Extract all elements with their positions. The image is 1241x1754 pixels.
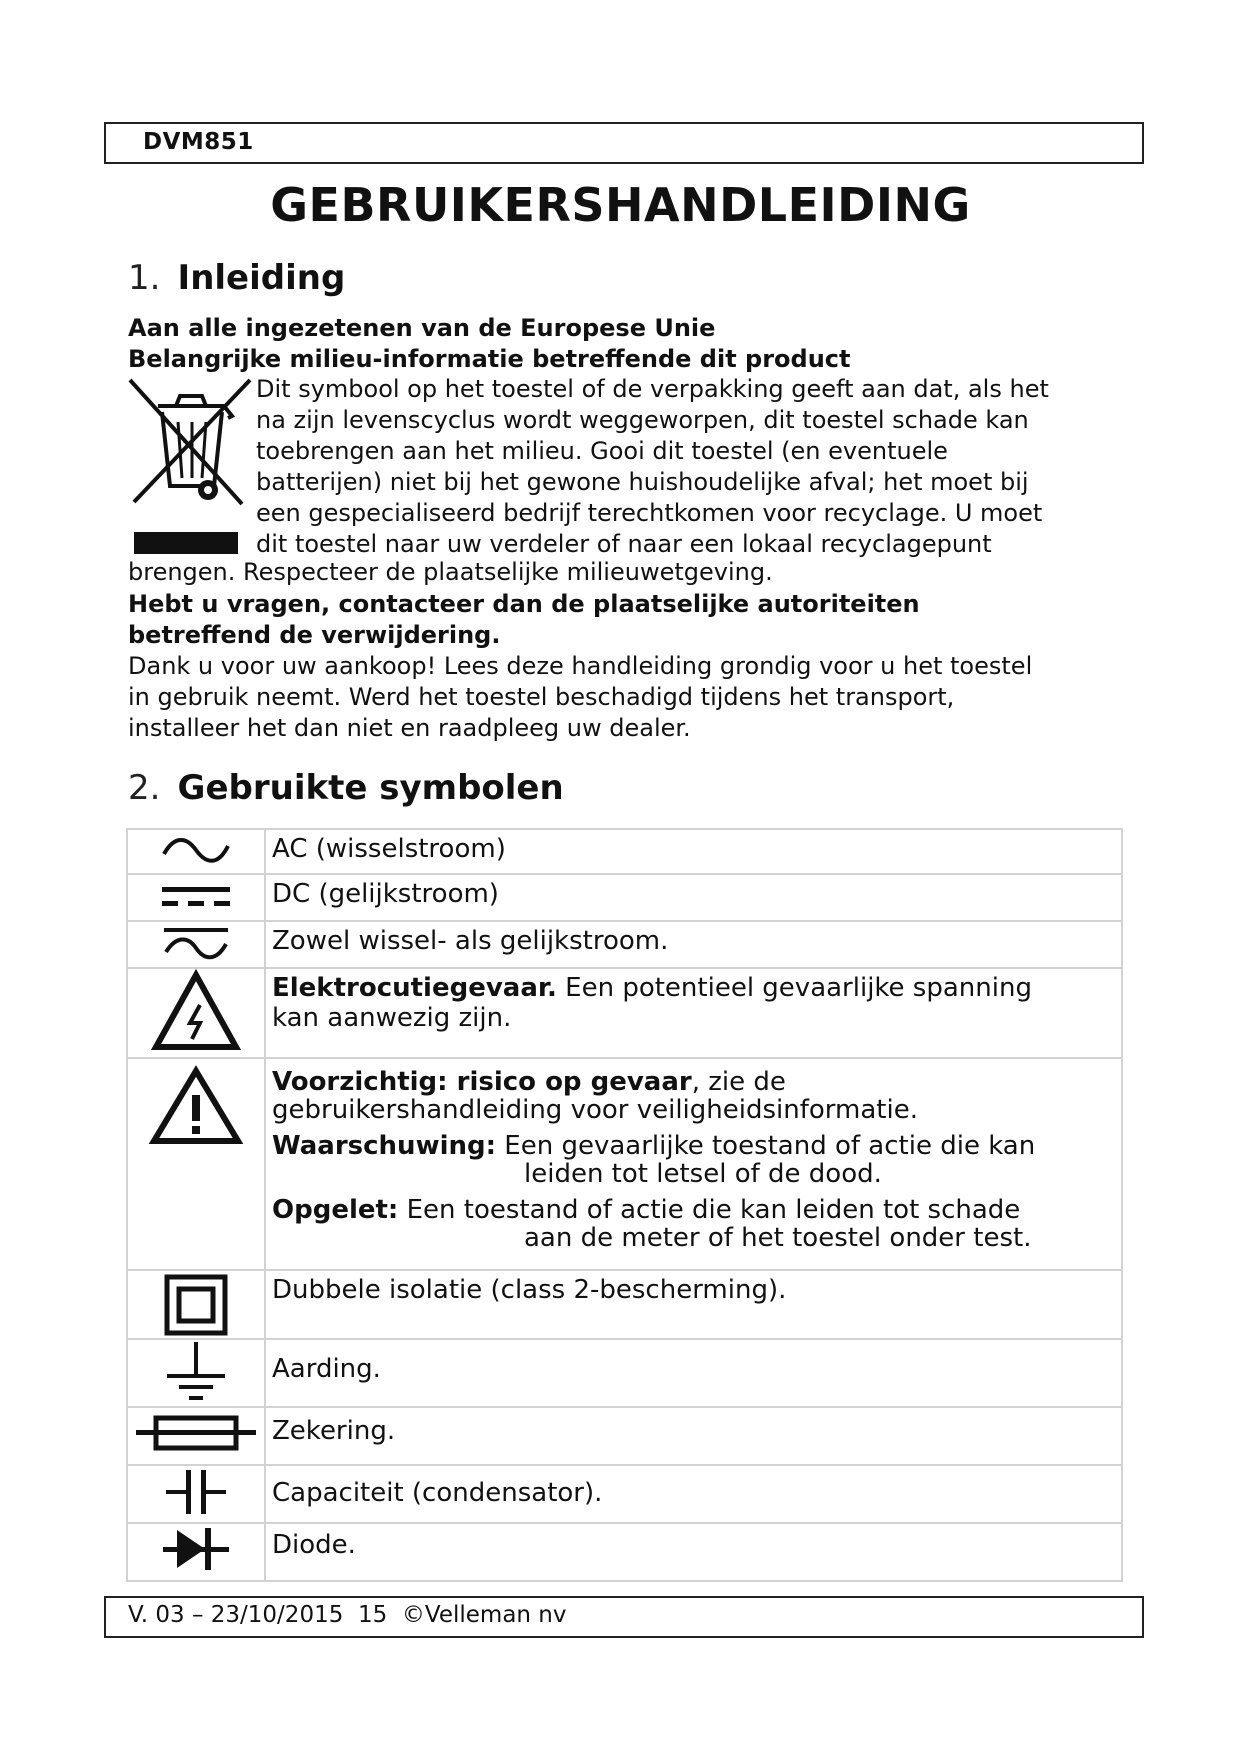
section-1-number: 1. [128, 258, 161, 298]
weee-bin-icon [128, 378, 252, 558]
header-box [104, 122, 1144, 164]
table-row [127, 874, 1122, 921]
table-row [127, 1523, 1122, 1581]
weee-line: toebrengen aan het milieu. Gooi dit toestel (en eventuele [256, 437, 948, 465]
weee-line: dit toestel naar uw verdeler of naar een lokaal recyclagepunt [256, 530, 992, 558]
electrocution-text [265, 968, 1122, 1058]
caution-warning-icon [148, 1065, 244, 1149]
capacitor-label: Capaciteit (condensator). [265, 1465, 1122, 1523]
caution-desc-2: gebruikershandleiding voor veiligheidsinformatie. [272, 1095, 918, 1125]
footer-page-number: 15 [357, 1602, 388, 1628]
section-2-title: Gebruikte symbolen [177, 768, 564, 808]
fuse-label: Zekering. [265, 1407, 1122, 1465]
icon-cell [127, 921, 265, 968]
table-row [127, 829, 1122, 874]
attention-desc: Een toestand of actie die kan leiden tot schade [398, 1195, 1021, 1225]
icon-cell [127, 1465, 265, 1523]
ac-label: AC (wisselstroom) [265, 829, 1122, 874]
footer [128, 1602, 567, 1628]
warning-desc-2: leiden tot letsel of de dood. [524, 1159, 882, 1189]
icon-cell [127, 1058, 265, 1270]
table-row [127, 921, 1122, 968]
environment-heading: Belangrijke milieu-informatie betreffende dit product [128, 345, 851, 373]
electrocution-bold: Elektrocutiegevaar. [272, 973, 557, 1003]
weee-line: na zijn levenscyclus wordt weggeworpen, dit toestel schade kan [256, 406, 1029, 434]
thanks-line: installeer het dan niet en raadpleeg uw dealer. [128, 714, 691, 742]
caution-desc: , zie de [691, 1067, 786, 1097]
double-insulation-icon [164, 1274, 228, 1336]
capacitor-icon [164, 1466, 228, 1518]
icon-cell [127, 1339, 265, 1407]
weee-line: batterijen) niet bij het gewone huishoudelijke afval; het moet bij [256, 468, 1029, 496]
table-row [127, 1407, 1122, 1465]
electrocution-desc: Een potentieel gevaarlijke spanning [556, 973, 1032, 1003]
questions-line: betreffend de verwijdering. [128, 621, 501, 649]
ac-dc-icon [156, 922, 236, 964]
icon-cell [127, 874, 265, 921]
footer-copyright: ©Velleman nv [401, 1602, 567, 1628]
icon-cell [127, 1407, 265, 1465]
icon-cell [127, 829, 265, 874]
caution-bold: Voorzichtig: risico op gevaar [272, 1067, 692, 1097]
warning-desc: Een gevaarlijke toestand of actie die kan [496, 1131, 1036, 1161]
questions-line: Hebt u vragen, contacteer dan de plaatselijke autoriteiten [128, 590, 920, 618]
section-1-title: Inleiding [177, 258, 346, 298]
thanks-line: in gebruik neemt. Werd het toestel beschadigd tijdens het transport, [128, 683, 955, 711]
diode-icon [161, 1524, 231, 1574]
ac-dc-label: Zowel wissel- als gelijkstroom. [265, 921, 1122, 968]
section-1-heading [128, 258, 345, 298]
page-title: GEBRUIKERSHANDLEIDING [270, 178, 971, 232]
diode-label: Diode. [265, 1523, 1122, 1581]
icon-cell [127, 1270, 265, 1339]
dc-icon [156, 875, 236, 917]
thanks-line: Dank u voor uw aankoop! Lees deze handleiding grondig voor u het toestel [128, 652, 1033, 680]
section-2-number: 2. [128, 768, 161, 808]
ac-sine-icon [156, 830, 236, 870]
weee-line: Dit symbool op het toestel of de verpakking geeft aan dat, als het [256, 375, 1049, 403]
table-row [127, 1058, 1122, 1270]
attention-bold: Opgelet: [272, 1195, 399, 1225]
icon-cell [127, 1523, 265, 1581]
table-row [127, 1339, 1122, 1407]
table-row [127, 968, 1122, 1058]
attention-desc-2: aan de meter of het toestel onder test. [524, 1223, 1032, 1253]
ground-label: Aarding. [265, 1339, 1122, 1407]
caution-text [265, 1058, 1122, 1270]
ground-icon [161, 1340, 231, 1404]
table-row [127, 1270, 1122, 1339]
electrocution-desc-2: kan aanwezig zijn. [272, 1003, 512, 1033]
weee-line: een gespecialiseerd bedrijf terechtkomen voor recyclage. U moet [256, 499, 1043, 527]
dc-label: DC (gelijkstroom) [265, 874, 1122, 921]
section-2-heading [128, 768, 564, 808]
fuse-icon [136, 1408, 256, 1458]
electrocution-warning-icon [150, 969, 242, 1055]
double-insulation-label: Dubbele isolatie (class 2-bescherming). [265, 1270, 1122, 1339]
footer-version: V. 03 – 23/10/2015 [128, 1602, 344, 1628]
product-code: DVM851 [143, 129, 254, 155]
icon-cell [127, 968, 265, 1058]
weee-line: brengen. Respecteer de plaatselijke milieuwetgeving. [128, 558, 773, 586]
eu-heading: Aan alle ingezetenen van de Europese Unie [128, 314, 716, 342]
symbols-table [126, 828, 1123, 1582]
table-row [127, 1465, 1122, 1523]
warning-bold: Waarschuwing: [272, 1131, 497, 1161]
